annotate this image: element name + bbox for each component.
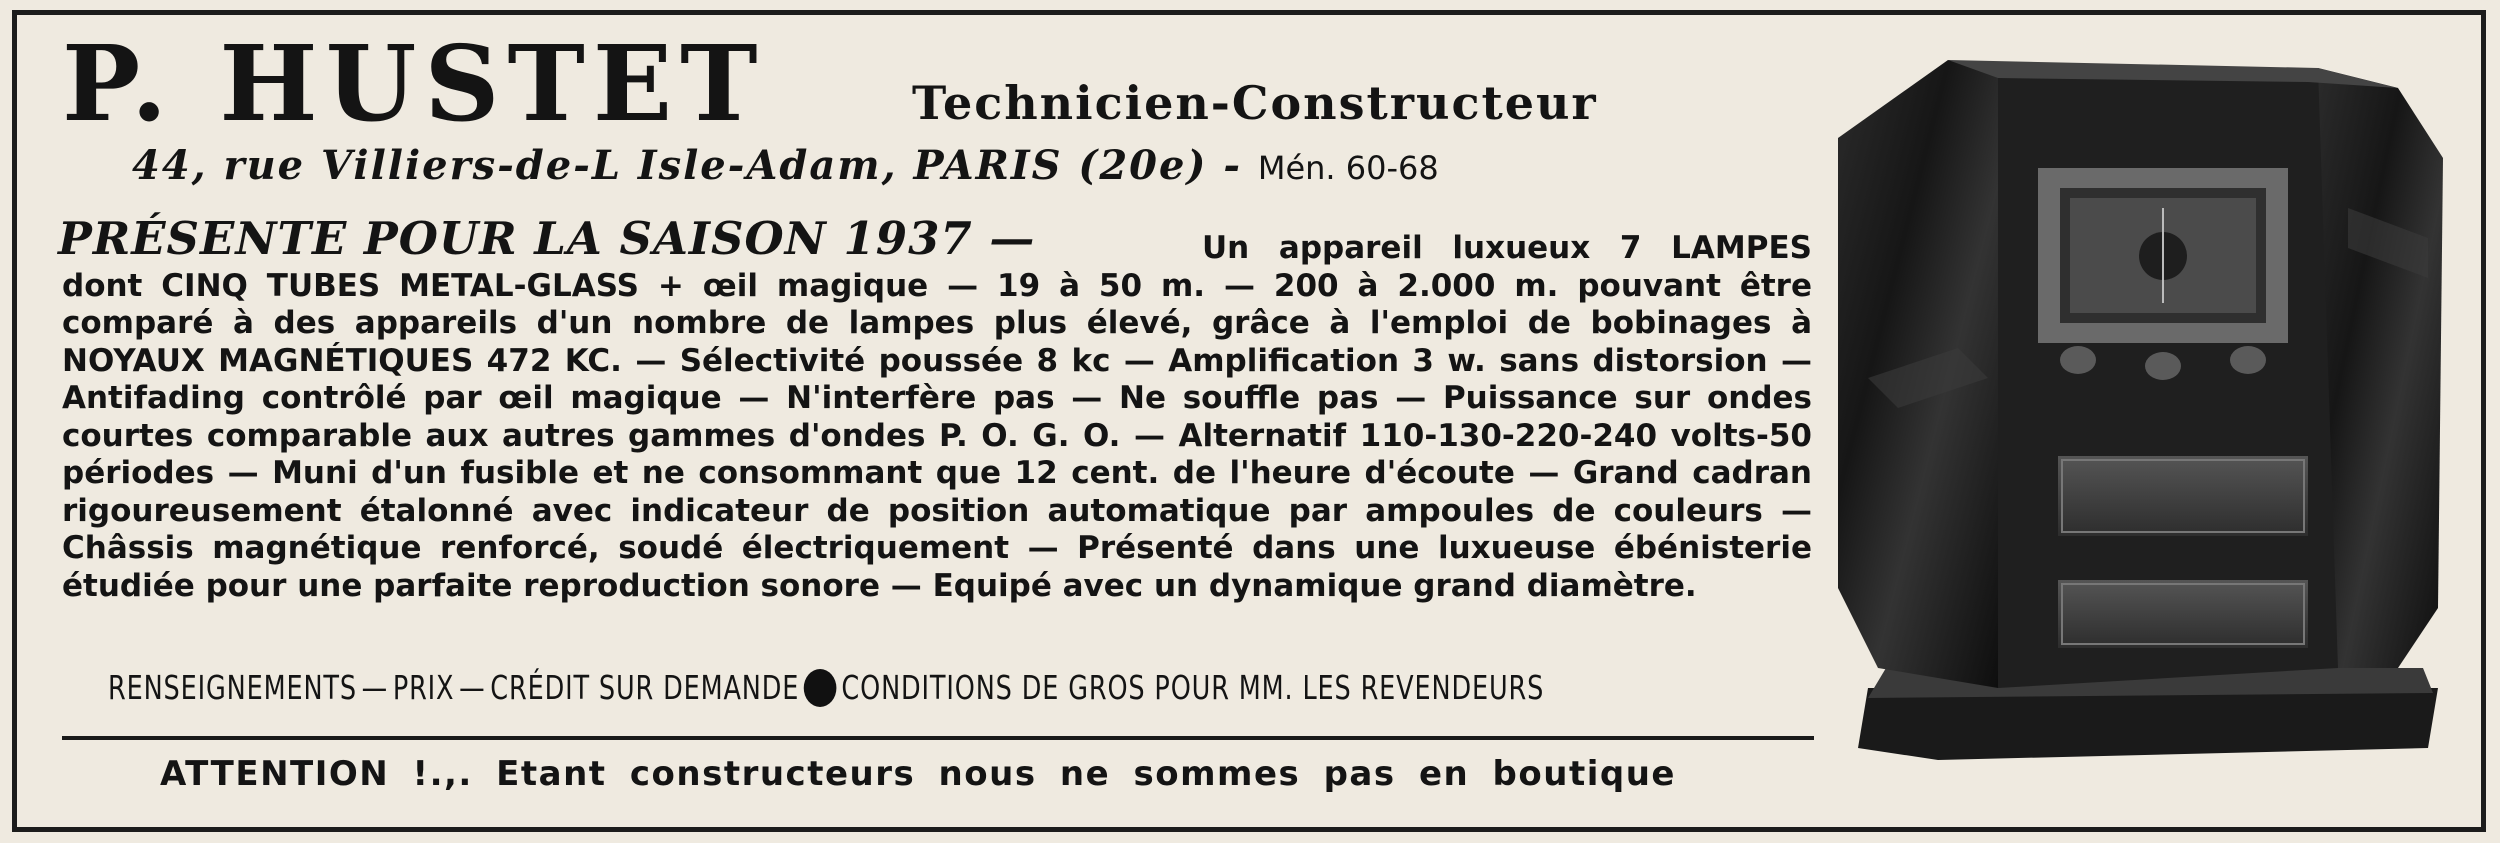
address-separator: - (1207, 142, 1258, 189)
season-headline: PRÉSENTE POUR LA SAISON 1937 — (58, 212, 1036, 265)
brand-name: P. HUSTET (62, 22, 766, 145)
info-label: RENSEIGNEMENTS (108, 668, 357, 707)
attention-notice: ATTENTION !.,. Etant constructeurs nous ne sommes pas en boutique (160, 754, 1676, 794)
phone-number: Mén. 60-68 (1257, 149, 1439, 187)
street-address: 44, rue Villiers-de-L Isle-Adam, PARIS (20e) (132, 142, 1208, 189)
divider (62, 736, 1814, 740)
price-label: PRIX (392, 668, 455, 707)
services-line (108, 668, 1544, 707)
separator-dash: — (361, 668, 389, 707)
product-description (62, 230, 1812, 605)
description-text: Un appareil luxueux 7 LAMPES dont CINQ TUBES METAL-GLASS + œil magique — 19 à 50 m. — 200 à 2.000 m. pouvant être comparé à des appareils d'un nombre de lampes plus élevé, grâce à l'emploi de bobinages à NOYAUX MAGNÉTIQUES 472 KC. — Sélectivité poussée 8 kc — Amplification 3 w. sans distorsion — Antifading contrôlé par œil magique — N'interfère pas — Ne souffle pas — Puissance sur ondes courtes comparable aux autres gammes d'ondes P. O. G. O. — Alternatif 110-130-220-240 volts-50 périodes — Muni d'un fusible et ne consommant que 12 cent. de l'heure d'écoute — Grand cadran rigoureusement étalonné avec indicateur de position automatique par ampoules de couleurs — Châssis magnétique renforcé, soudé électriquement — Présenté dans une luxueuse ébénisterie étudiée pour une parfaite reproduction sonore — Equipé avec un dynamique grand diamètre. (62, 230, 1812, 604)
trade-title: Technicien-Constructeur (912, 76, 1598, 130)
separator-dash: — (459, 668, 486, 707)
wholesale-label: CONDITIONS DE GROS POUR MM. LES REVENDEURS (841, 668, 1545, 707)
radio-cabinet-icon (1838, 48, 2458, 788)
bullet-icon (804, 669, 837, 707)
address-line (132, 142, 1439, 189)
credit-label: CRÉDIT SUR DEMANDE (490, 668, 800, 707)
